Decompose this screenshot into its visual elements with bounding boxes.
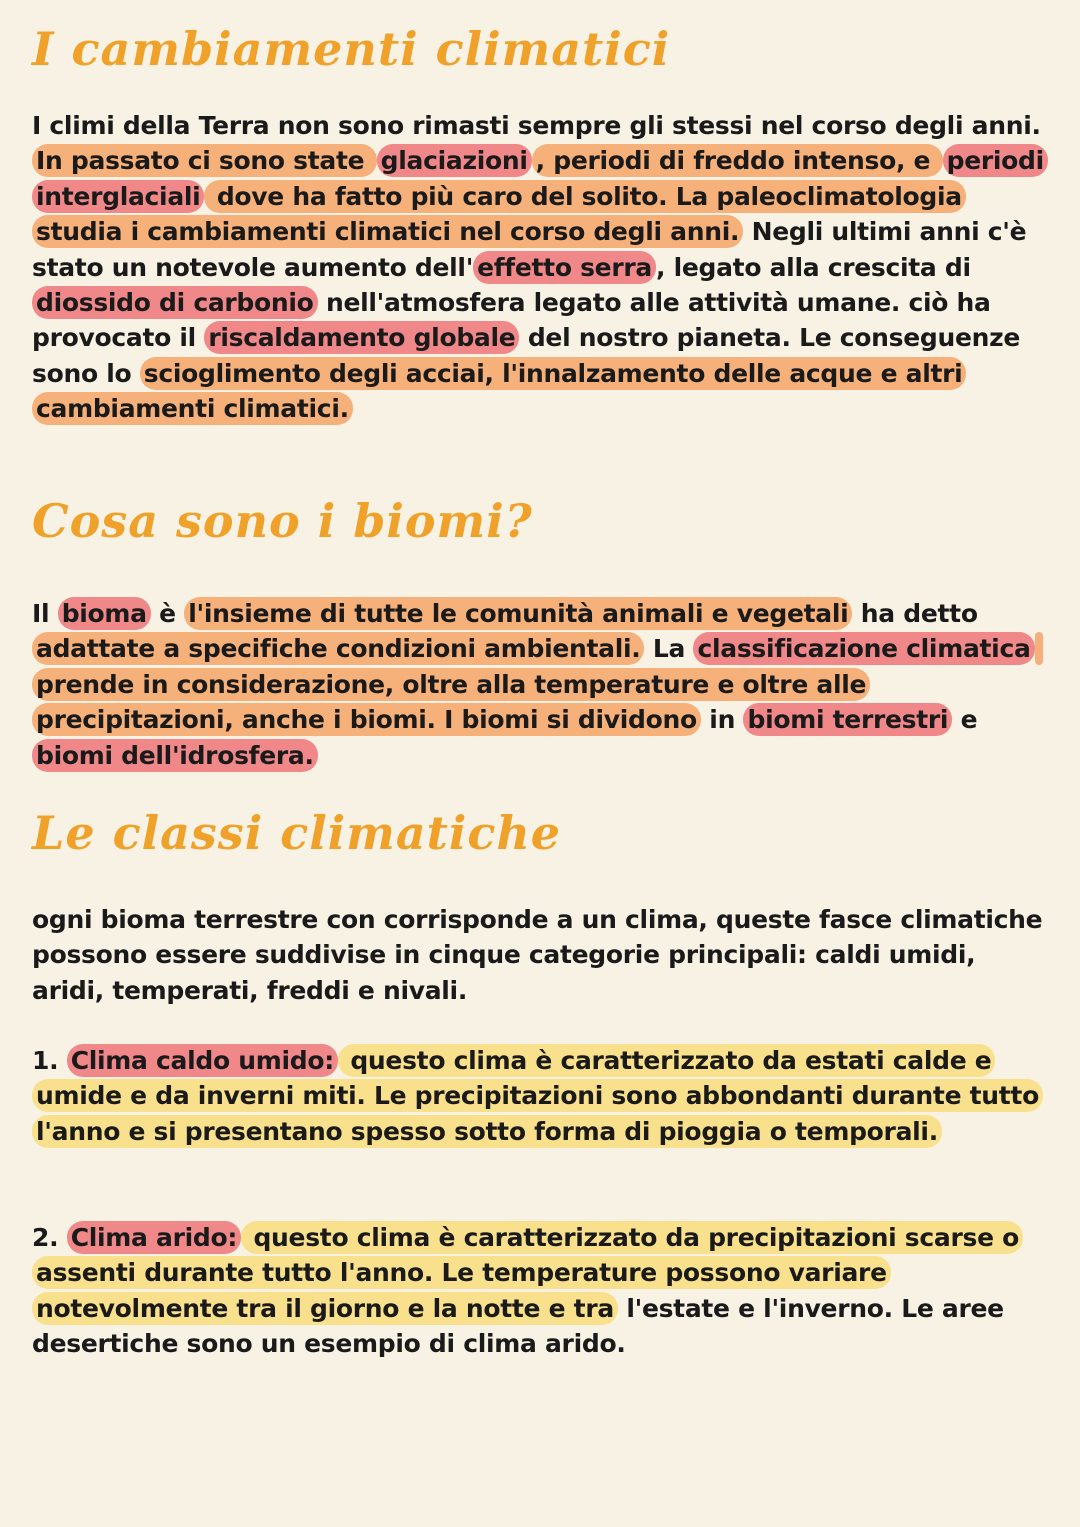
highlight-orange: prende in considerazione, oltre alla temperature e oltre alle precipitazioni, anche i biomi. I biomi si dividono bbox=[32, 632, 1043, 736]
text: I climi della Terra non sono rimasti sempre gli stessi nel corso degli anni. bbox=[32, 111, 1041, 140]
highlight-red: biomi terrestri bbox=[743, 703, 952, 736]
list-item-hot-humid bbox=[32, 1043, 1052, 1149]
highlight-red: glaciazioni bbox=[377, 144, 532, 177]
highlight-orange: scioglimento degli acciai, l'innalzamento delle acque e altri cambiamenti climatici. bbox=[32, 357, 966, 425]
section-title-biomes: Cosa sono i biomi? bbox=[32, 494, 533, 548]
highlight-yellow: questo clima è caratterizzato da estati calde e umide e da inverni miti. Le precipitazioni sono abbondanti durante tutto l'anno e si presentano spesso sotto forma di pioggia o temporali. bbox=[32, 1044, 1043, 1148]
highlight-red: Clima arido: bbox=[67, 1221, 241, 1254]
highlight-red: diossido di carbonio bbox=[32, 286, 318, 319]
highlight-red: periodi interglaciali bbox=[32, 144, 1048, 212]
text: del nostro pianeta. Le conseguenze sono lo bbox=[32, 323, 1021, 388]
text: La bbox=[644, 634, 694, 664]
highlight-red: Clima caldo umido: bbox=[67, 1044, 338, 1077]
section-title-climate-change: I cambiamenti climatici bbox=[32, 22, 671, 76]
highlight-orange: dove ha fatto più caro del solito. La paleoclimatologia studia i cambiamenti climatici nel corso degli anni. bbox=[32, 180, 966, 248]
highlight-yellow: questo clima è caratterizzato da precipitazioni scarse o assenti durante tutto l'anno. Le temperature possono variare notevolmente tra il giorno e la notte e tra bbox=[32, 1221, 1023, 1325]
text: Negli ultimi anni c'è stato un notevole aumento dell' bbox=[32, 217, 1027, 282]
text: in bbox=[700, 705, 744, 735]
highlight-red: classificazione climatica bbox=[693, 632, 1034, 665]
highlight-orange: In passato ci sono state bbox=[32, 144, 377, 177]
text: è bbox=[150, 599, 185, 628]
highlight-red: biomi dell'idrosfera. bbox=[32, 739, 318, 772]
highlight-orange: , periodi di freddo intenso, e bbox=[532, 144, 943, 177]
highlight-red: riscaldamento globale bbox=[204, 321, 519, 354]
text: l'estate e l'inverno. Le aree desertiche sono un esempio di clima arido. bbox=[32, 1293, 1004, 1359]
item-number: 2. bbox=[32, 1223, 67, 1252]
paragraph-biomes bbox=[32, 596, 1052, 773]
highlight-orange: l'insieme di tutte le comunità animali e vegetali bbox=[184, 597, 852, 630]
highlight-orange: adattate a specifiche condizioni ambientali. bbox=[32, 632, 644, 665]
paragraph-climate-change bbox=[32, 108, 1052, 427]
text: ha detto bbox=[852, 599, 978, 628]
text: e bbox=[952, 705, 978, 735]
item-number: 1. bbox=[32, 1046, 67, 1075]
text: , legato alla crescita di bbox=[655, 252, 971, 282]
list-item-arid bbox=[32, 1220, 1052, 1362]
highlight-red: effetto serra bbox=[473, 251, 656, 284]
text: nell'atmosfera legato alle attività umane. ciò ha provocato il bbox=[32, 288, 991, 353]
paragraph-climate-classes: ogni bioma terrestre con corrisponde a un clima, queste fasce climatiche possono essere suddivise in cinque categorie principali: caldi umidi, aridi, temperati, freddi e nivali. bbox=[32, 905, 1043, 1005]
text: Il bbox=[32, 599, 58, 628]
section-title-climate-classes: Le classi climatiche bbox=[32, 806, 562, 860]
highlight-red: bioma bbox=[58, 597, 151, 630]
